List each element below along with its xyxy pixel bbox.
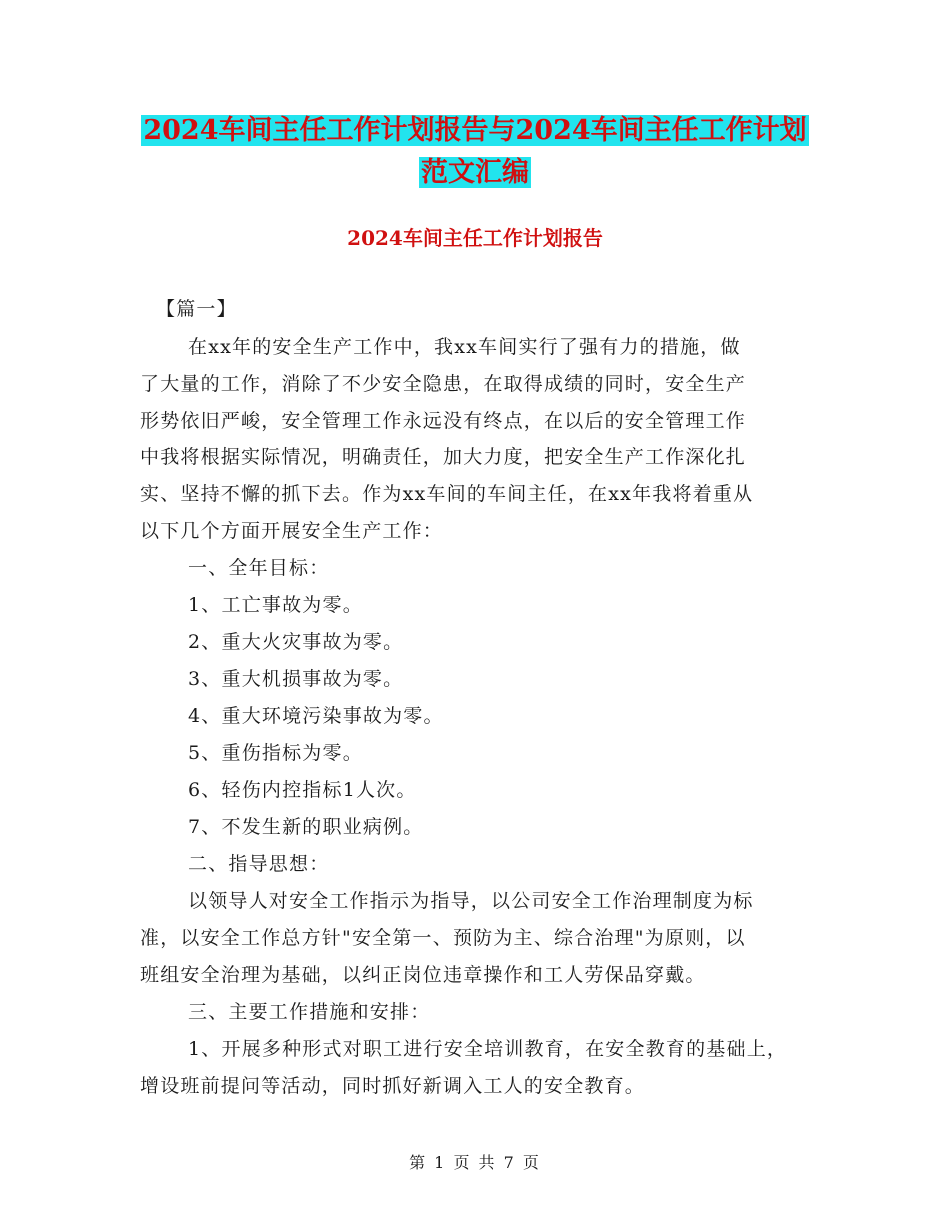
paragraph-line: 形势依旧严峻，安全管理工作永远没有终点，在以后的安全管理工作 xyxy=(140,410,747,432)
page-footer: 第 1 页 共 7 页 xyxy=(409,1153,541,1172)
list-item: 1、工亡事故为零。 xyxy=(188,594,363,616)
list-item: 7、不发生新的职业病例。 xyxy=(188,816,424,838)
list-item: 3、重大机损事故为零。 xyxy=(188,668,404,690)
list-item: 5、重伤指标为零。 xyxy=(188,742,363,764)
paragraph-line: 以领导人对安全工作指示为指导，以公司安全工作治理制度为标 xyxy=(188,890,754,912)
chapter-label: 【篇一】 xyxy=(156,298,237,320)
document-title-line-1 xyxy=(0,113,950,149)
list-item: 6、轻伤内控指标1人次。 xyxy=(188,779,417,801)
section-heading: 三、主要工作措施和安排： xyxy=(188,1001,431,1023)
paragraph-line: 了大量的工作，消除了不少安全隐患，在取得成绩的同时，安全生产 xyxy=(140,373,747,395)
document-title-line-2 xyxy=(0,155,950,191)
paragraph-line: 以下几个方面开展安全生产工作： xyxy=(140,520,444,542)
paragraph-line: 准，以安全工作总方针"安全第一、预防为主、综合治理"为原则，以 xyxy=(140,927,746,949)
paragraph-line: 1、开展多种形式对职工进行安全培训教育，在安全教育的基础上， xyxy=(188,1038,788,1060)
paragraph-line: 在xx年的安全生产工作中，我xx车间实行了强有力的措施，做 xyxy=(188,336,741,358)
paragraph-line: 中我将根据实际情况，明确责任，加大力度，把安全生产工作深化扎 xyxy=(140,446,747,468)
title-highlight-1: 2024车间主任工作计划报告与2024车间主任工作计划 xyxy=(143,115,807,146)
paragraph-line: 班组安全治理为基础，以纠正岗位违章操作和工人劳保品穿戴。 xyxy=(140,964,706,986)
section-title: 2024车间主任工作计划报告 xyxy=(347,226,603,250)
section-heading: 二、指导思想： xyxy=(188,853,330,875)
title-highlight-2: 范文汇编 xyxy=(421,157,529,188)
list-item: 4、重大环境污染事故为零。 xyxy=(188,705,444,727)
section-heading: 一、全年目标： xyxy=(188,557,330,579)
list-item: 2、重大火灾事故为零。 xyxy=(188,631,404,653)
paragraph-line: 增设班前提问等活动，同时抓好新调入工人的安全教育。 xyxy=(140,1075,646,1097)
paragraph-line: 实、坚持不懈的抓下去。作为xx车间的车间主任，在xx年我将着重从 xyxy=(140,483,754,505)
